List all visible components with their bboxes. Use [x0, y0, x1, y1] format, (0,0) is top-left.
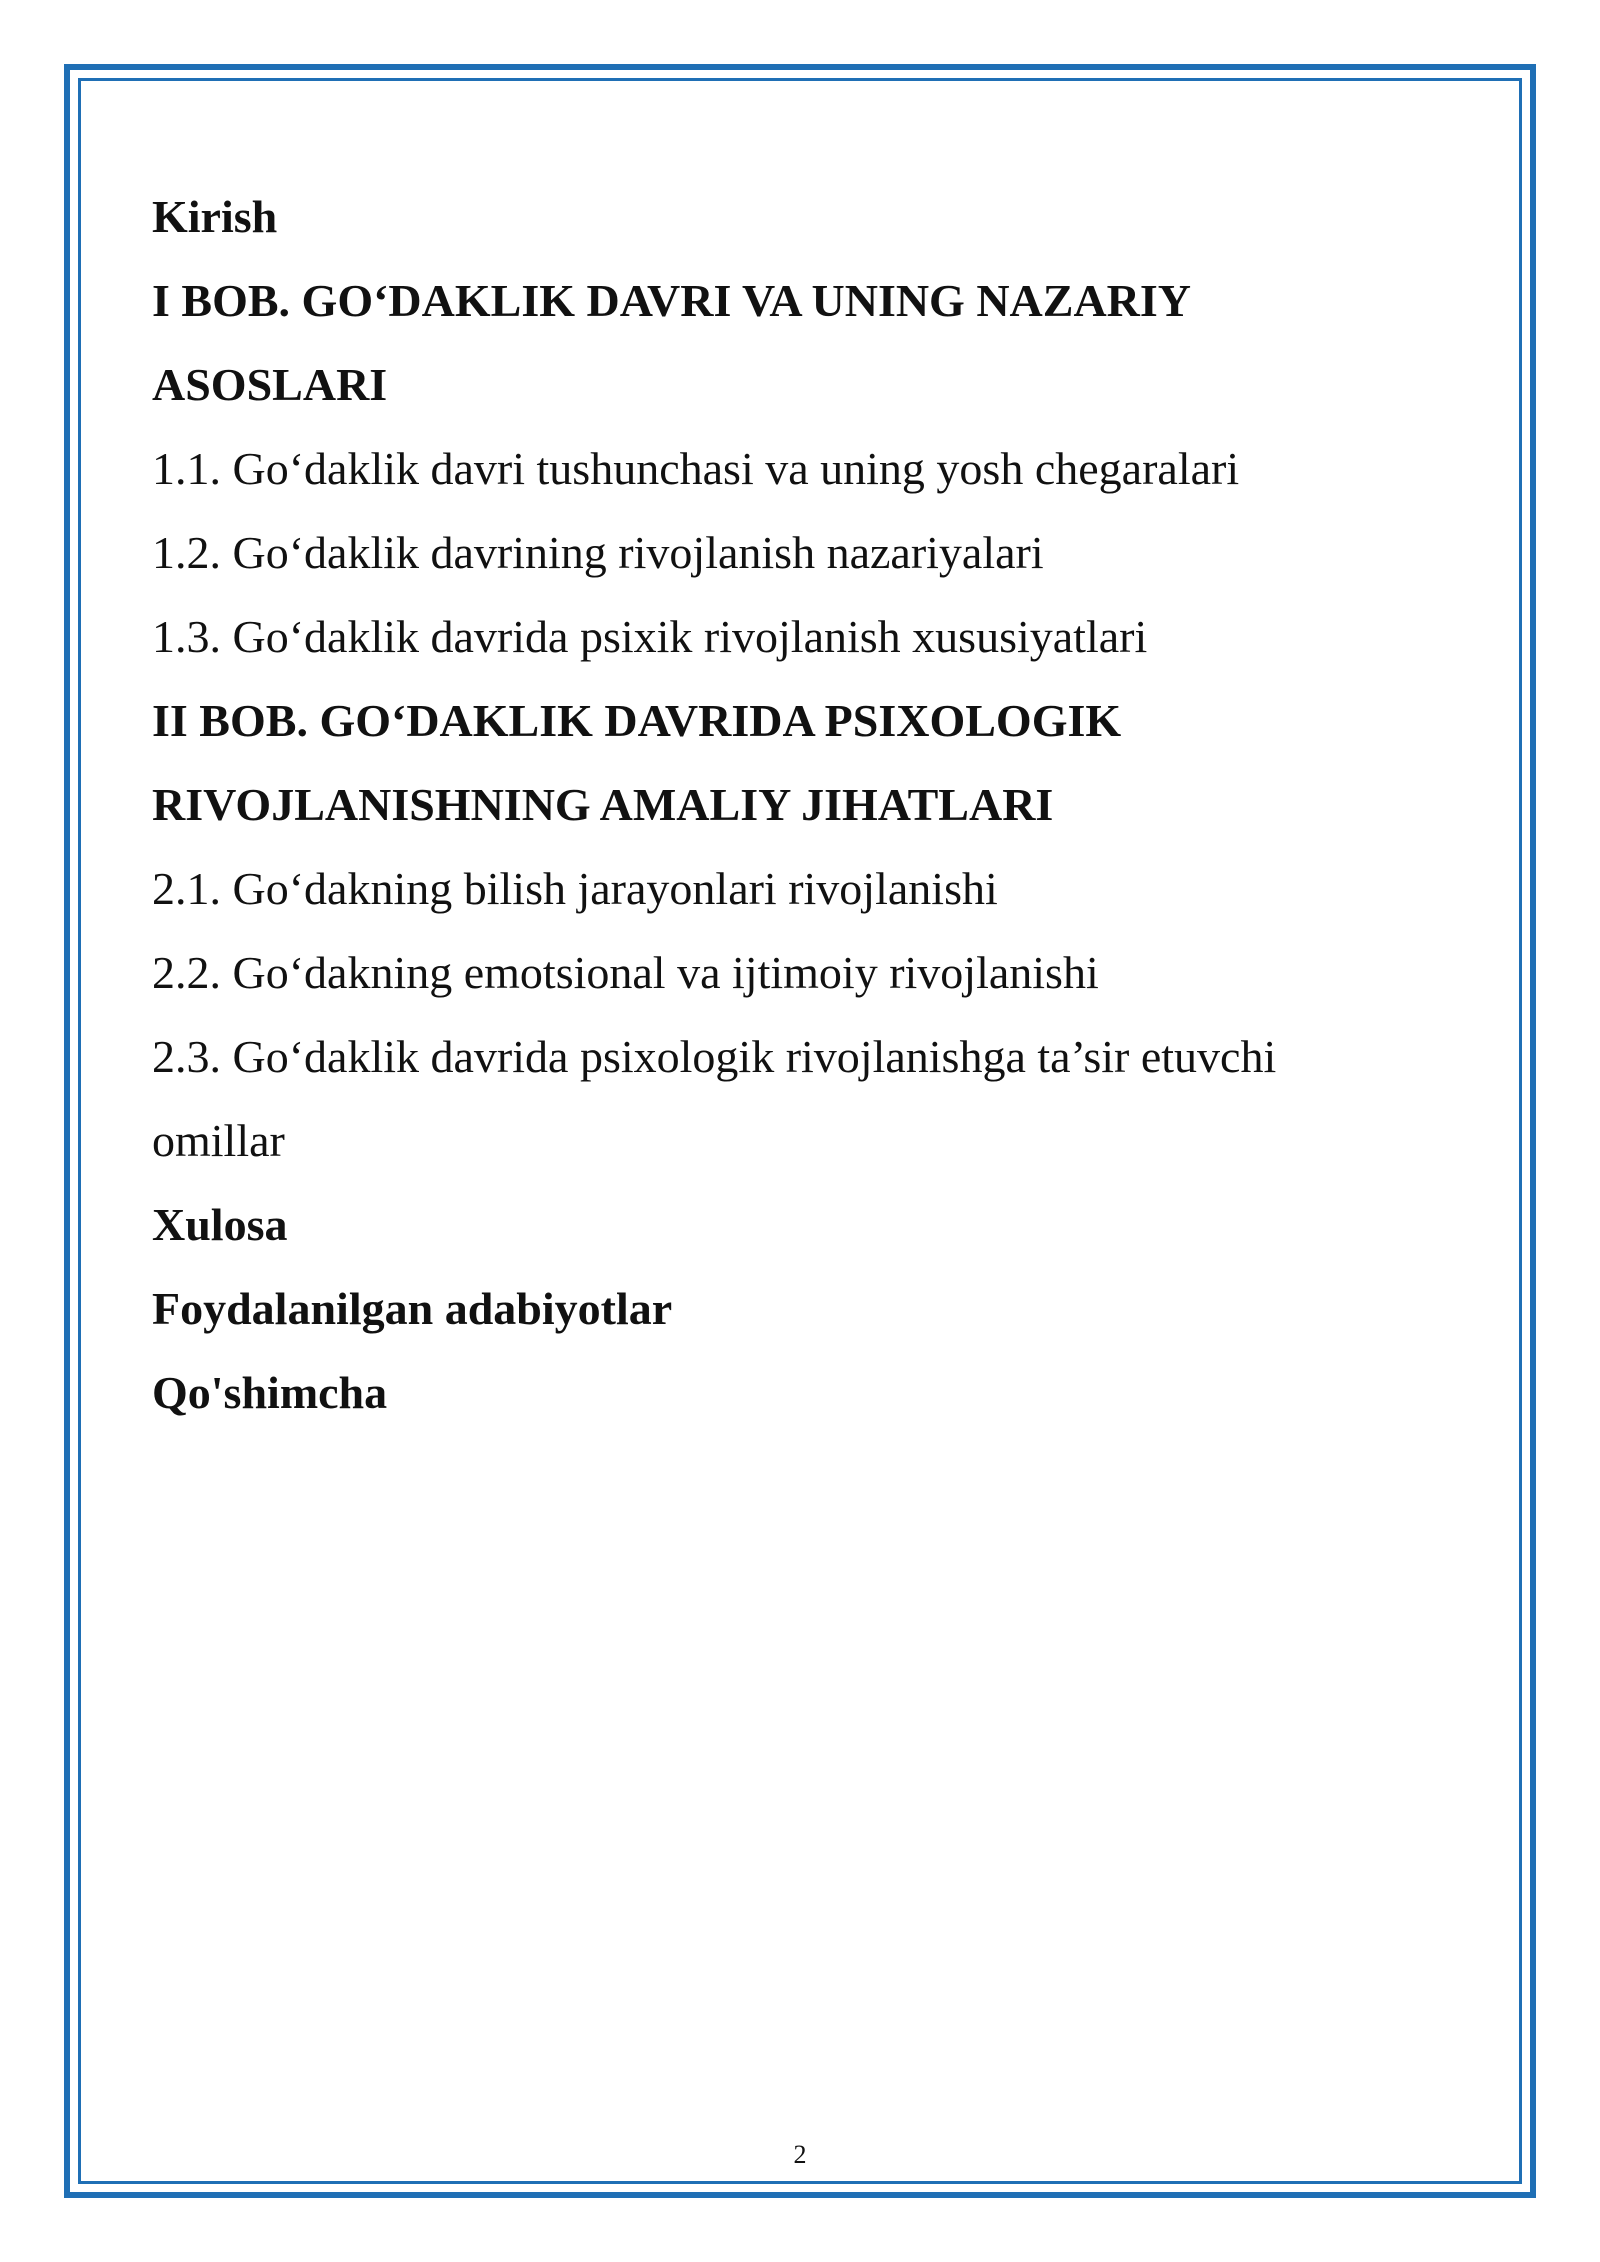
- toc-section-1-2: 1.2. Go‘daklik davrining rivojlanish nazariyalari: [152, 527, 1044, 578]
- toc-chapter1-title: I BOB. GO‘DAKLIK DAVRI VA UNING NAZARIY: [152, 275, 1192, 326]
- table-of-contents: [152, 175, 1452, 1435]
- toc-section-1-3: 1.3. Go‘daklik davrida psixik rivojlanish xususiyatlari: [152, 611, 1148, 662]
- toc-conclusion: Xulosa: [152, 1199, 288, 1250]
- toc-references: Foydalanilgan adabiyotlar: [152, 1283, 673, 1334]
- toc-chapter1-title-cont: ASOSLARI: [152, 359, 388, 410]
- toc-section-2-2: 2.2. Go‘dakning emotsional va ijtimoiy rivojlanishi: [152, 947, 1099, 998]
- toc-intro: Kirish: [152, 191, 278, 242]
- toc-section-2-3-cont: omillar: [152, 1115, 285, 1166]
- toc-section-1-1: 1.1. Go‘daklik davri tushunchasi va uning yosh chegaralari: [152, 443, 1240, 494]
- page-number: 2: [793, 2140, 807, 2169]
- toc-appendix: Qo'shimcha: [152, 1367, 388, 1418]
- toc-section-2-1: 2.1. Go‘dakning bilish jarayonlari rivojlanishi: [152, 863, 998, 914]
- toc-chapter2-title: II BOB. GO‘DAKLIK DAVRIDA PSIXOLOGIK: [152, 695, 1122, 746]
- toc-section-2-3: 2.3. Go‘daklik davrida psixologik rivojlanishga ta’sir etuvchi: [152, 1031, 1277, 1082]
- toc-chapter2-title-cont: RIVOJLANISHNING AMALIY JIHATLARI: [152, 779, 1054, 830]
